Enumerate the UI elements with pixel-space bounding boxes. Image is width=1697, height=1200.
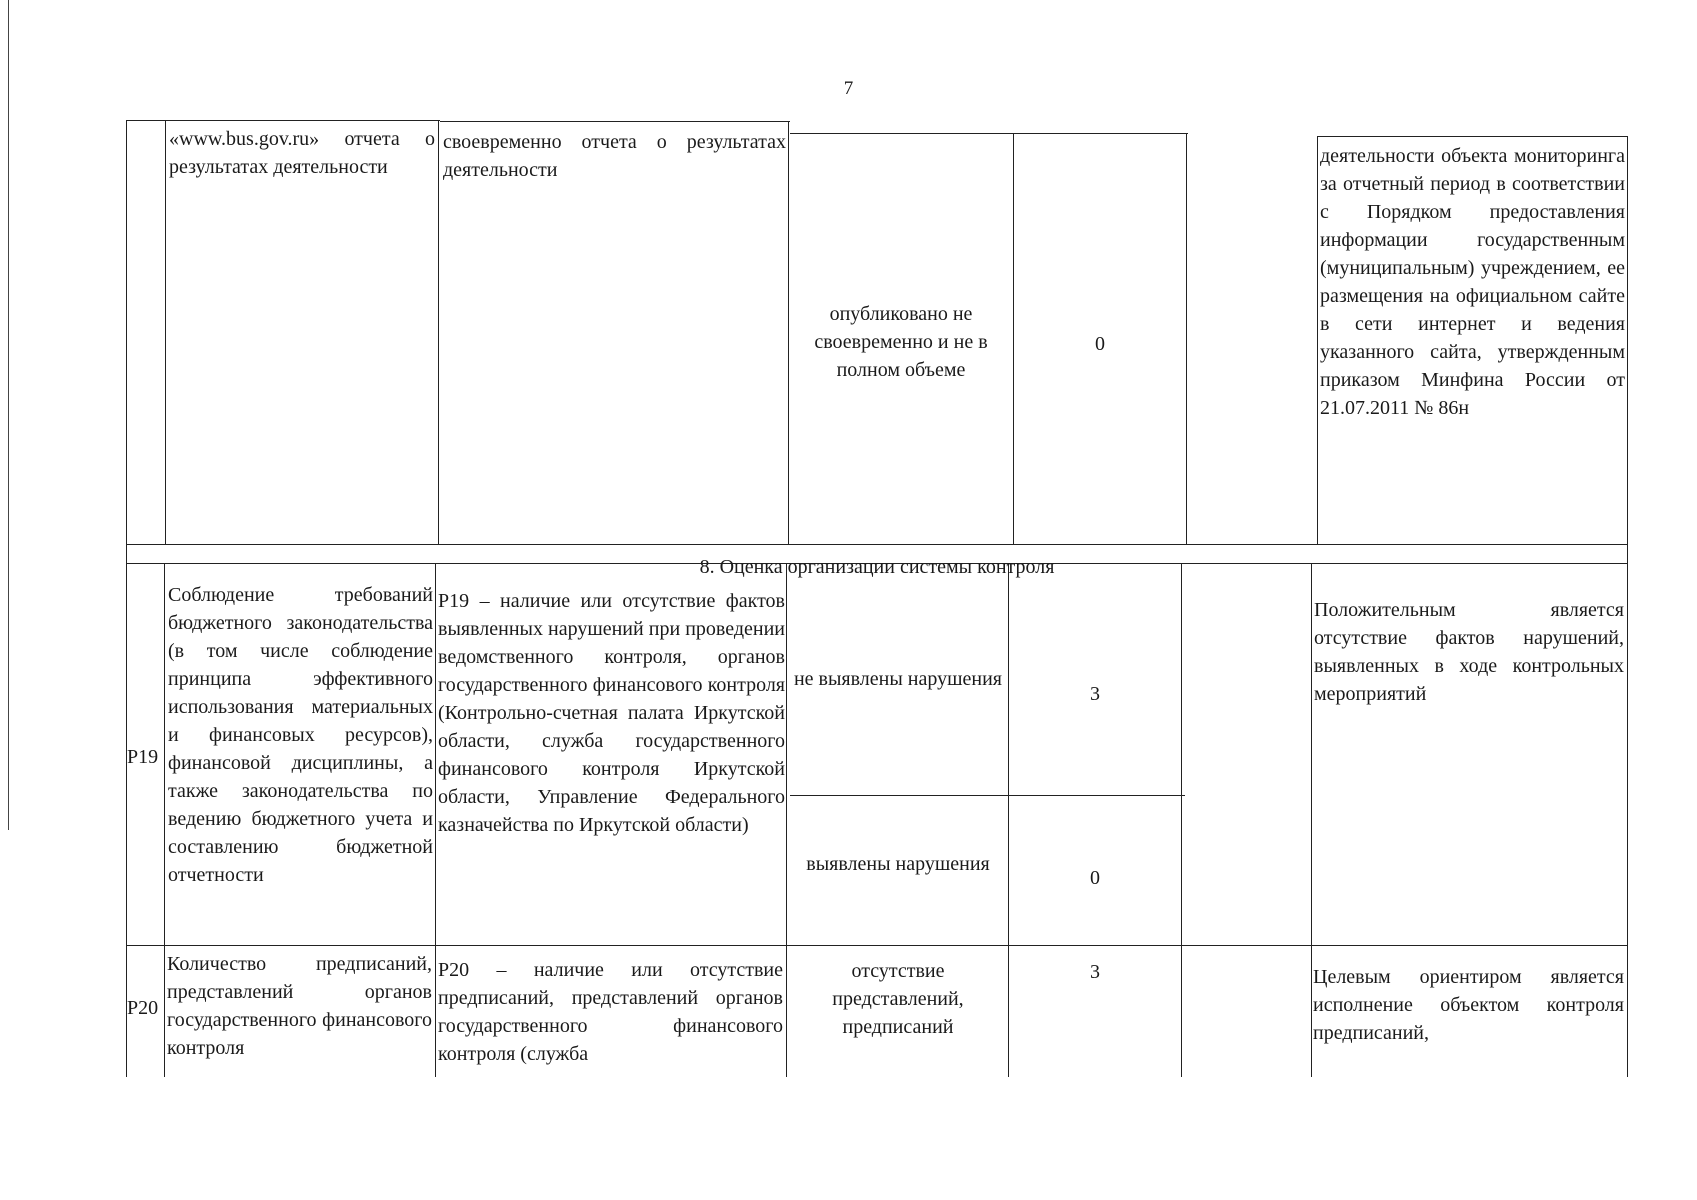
p19-score-violations: 0 (1090, 867, 1100, 889)
p20-option-absent: отсутствие представлений, предписаний (832, 960, 964, 1038)
section-8-title: 8. Оценка организации системы контроля (699, 556, 1055, 578)
p20-indicator-cell: Количество предписаний, представлений органов государственного финансового контроля (167, 953, 432, 1059)
p20-score-absent: 3 (1090, 961, 1100, 983)
top-score: 0 (1095, 333, 1105, 355)
page-number: 7 (843, 78, 854, 99)
p19-comment-cell: Положительным является отсутствие фактов нарушений, выявленных в ходе контрольных мероприятий (1314, 599, 1624, 705)
p19-indicator-cell: Соблюдение требований бюджетного законодательства (в том числе соблюдение принципа эффективного использования материальных и финансовых ресурсов), финансовой дисциплины, а также законодательства по ведению бюджетного учета и составлению бюджетной отчетности (168, 584, 433, 886)
top-value-label: опубликовано не своевременно и не в полном объеме (814, 303, 988, 381)
p19-formula-cell: P19 – наличие или отсутствие фактов выявленных нарушений при проведении ведомственного контроля, органов государственного финансового контроля (Контрольно-счетная палата Иркутской области, служба государственного финансового контроля Иркутской области, Управление Федерального казначейства по Иркутской области) (438, 590, 785, 836)
p19-code: P19 (127, 746, 159, 768)
p19-option-no-violations: не выявлены нарушения (793, 668, 1003, 690)
p20-formula-cell: P20 – наличие или отсутствие предписаний, представлений органов государственного финансового контроля (служба (438, 959, 783, 1065)
p19-option-violations: выявлены нарушения (806, 853, 990, 875)
p19-score-no-violations: 3 (1090, 683, 1100, 705)
p20-code: P20 (127, 997, 159, 1019)
top-formula-cell: своевременно отчета о результатах деятельности (443, 131, 786, 181)
top-indicator-cell: «www.bus.gov.ru» отчета о результатах деятельности (169, 128, 435, 178)
top-comment-cell: деятельности объекта мониторинга за отчетный период в соответствии с Порядком предоставления информации государственным (муниципальным) учреждением, ее размещения на официальном сайте в сети интернет и ведения указанного сайта, утвержденным приказом Минфина России от 21.07.2011 № 86н (1320, 145, 1625, 419)
p20-comment-cell: Целевым ориентиром является исполнение объектом контроля предписаний, (1313, 966, 1624, 1044)
scan-edge-line (8, 0, 9, 830)
